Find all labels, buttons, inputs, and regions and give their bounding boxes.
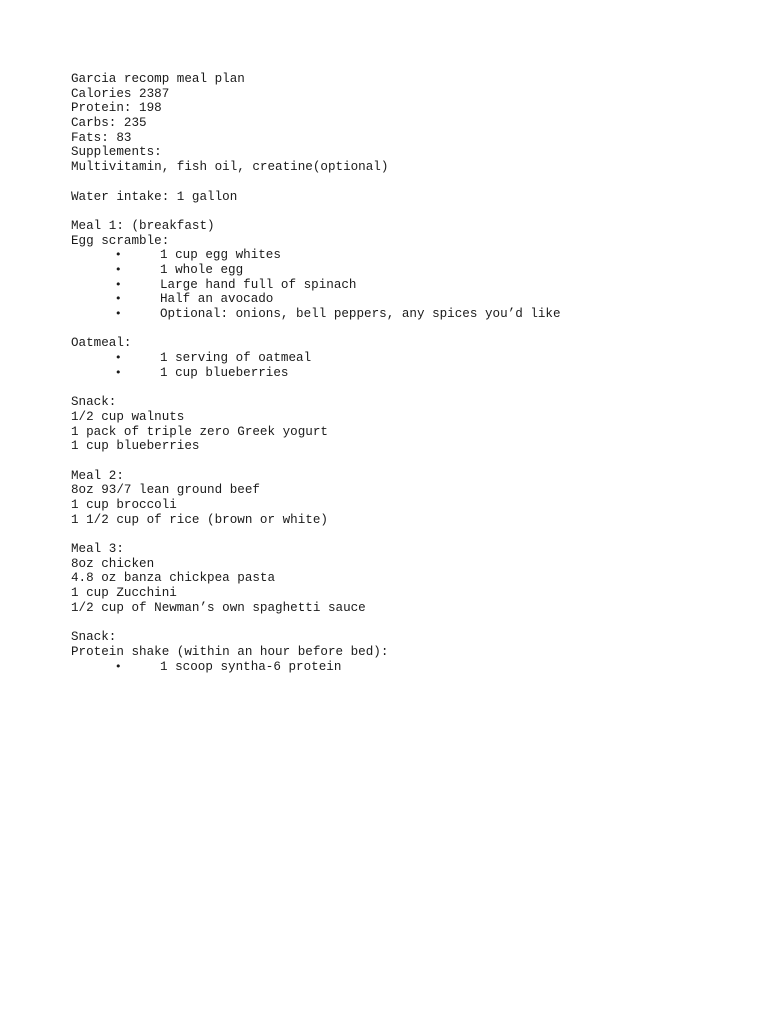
document-page bbox=[71, 72, 751, 674]
list-item bbox=[71, 660, 751, 675]
meal3-item: 8oz chicken bbox=[71, 556, 155, 571]
list-item bbox=[71, 263, 751, 278]
water-intake-line: Water intake: 1 gallon bbox=[71, 189, 238, 204]
meal2-item: 1 cup broccoli bbox=[71, 497, 177, 512]
supplements-label: Supplements: bbox=[71, 145, 162, 160]
spacer bbox=[71, 527, 751, 542]
spacer bbox=[71, 454, 751, 469]
list-item bbox=[71, 292, 751, 307]
list-item-text: 1 serving of oatmeal bbox=[160, 351, 312, 366]
meal3-heading: Meal 3: bbox=[71, 542, 124, 556]
snack1-item: 1 pack of triple zero Greek yogurt bbox=[71, 424, 328, 439]
meal3-item: 1 cup Zucchini bbox=[71, 586, 177, 601]
list-item-text: 1 whole egg bbox=[160, 262, 244, 277]
bullet-icon: • bbox=[115, 277, 122, 291]
spacer bbox=[71, 204, 751, 219]
spacer bbox=[71, 322, 751, 337]
meal1-heading: Meal 1: (breakfast) bbox=[71, 218, 215, 233]
bullet-icon: • bbox=[115, 659, 122, 673]
spacer bbox=[71, 380, 751, 395]
bullet-icon: • bbox=[115, 365, 122, 379]
list-item bbox=[71, 366, 751, 381]
oatmeal-label: Oatmeal: bbox=[71, 336, 132, 351]
list-item-text: 1 scoop syntha-6 protein bbox=[160, 659, 342, 674]
meal3-item: 4.8 oz banza chickpea pasta bbox=[71, 571, 276, 586]
list-item bbox=[71, 278, 751, 293]
meal2-item: 1 1/2 cup of rice (brown or white) bbox=[71, 512, 328, 527]
meal3-item: 1/2 cup of Newman’s own spaghetti sauce bbox=[71, 600, 366, 615]
list-item-text: Half an avocado bbox=[160, 292, 274, 307]
fats-line: Fats: 83 bbox=[71, 130, 132, 145]
egg-scramble-label: Egg scramble: bbox=[71, 233, 170, 248]
document-title: Garcia recomp meal plan bbox=[71, 72, 245, 86]
bullet-icon: • bbox=[115, 307, 122, 320]
snack1-heading: Snack: bbox=[71, 395, 117, 410]
list-item bbox=[71, 248, 751, 263]
bullet-icon: • bbox=[115, 248, 122, 262]
bullet-icon: • bbox=[115, 292, 122, 306]
protein-line: Protein: 198 bbox=[71, 101, 162, 116]
carbs-line: Carbs: 235 bbox=[71, 116, 147, 131]
meal2-item: 8oz 93/7 lean ground beef bbox=[71, 483, 260, 498]
calories-line: Calories 2387 bbox=[71, 86, 170, 101]
spacer bbox=[71, 175, 751, 190]
snack1-item: 1 cup blueberries bbox=[71, 439, 200, 454]
bullet-icon: • bbox=[115, 262, 122, 276]
protein-shake-list bbox=[71, 660, 751, 675]
bullet-icon: • bbox=[115, 351, 122, 365]
list-item bbox=[71, 307, 751, 322]
meal2-heading: Meal 2: bbox=[71, 468, 124, 483]
list-item-text: Optional: onions, bell peppers, any spices you’d like bbox=[160, 307, 561, 321]
snack1-item: 1/2 cup walnuts bbox=[71, 409, 185, 424]
snack2-heading: Snack: bbox=[71, 630, 117, 645]
spacer bbox=[71, 615, 751, 630]
protein-shake-label: Protein shake (within an hour before bed): bbox=[71, 644, 389, 659]
list-item-text: Large hand full of spinach bbox=[160, 277, 357, 292]
egg-scramble-list bbox=[71, 248, 751, 321]
list-item-text: 1 cup egg whites bbox=[160, 248, 281, 263]
list-item-text: 1 cup blueberries bbox=[160, 365, 289, 380]
oatmeal-list bbox=[71, 351, 751, 380]
supplements-list: Multivitamin, fish oil, creatine(optional) bbox=[71, 160, 389, 175]
list-item bbox=[71, 351, 751, 366]
